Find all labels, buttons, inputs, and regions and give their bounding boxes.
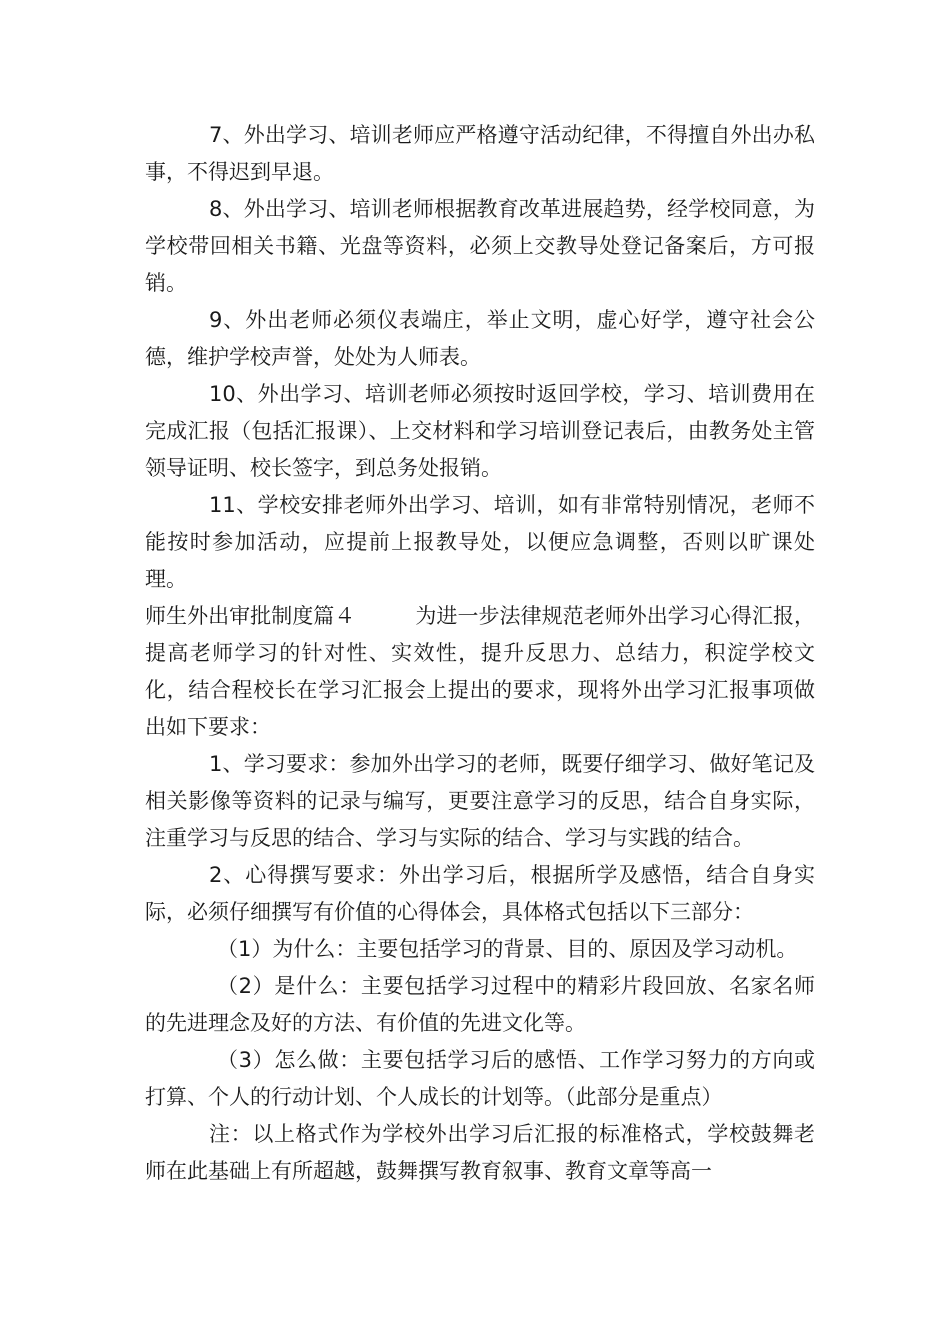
section-4-title: 师生外出审批制度篇４ bbox=[145, 604, 356, 628]
format-part-1: （1）为什么：主要包括学习的背景、目的、原因及学习动机。 bbox=[217, 937, 798, 961]
note-paragraph: 注：以上格式作为学校外出学习后汇报的标准格式，学校鼓舞老师在此基础上有所超越，鼓舞撰写教育叙事、教育文章等高一 bbox=[145, 1122, 815, 1183]
paragraph-item-8: 8、外出学习、培训老师根据教育改革进展趋势，经学校同意，为学校带回相关书籍、光盘等资料，必须上交教导处登记备案后，方可报销。 bbox=[145, 197, 815, 295]
paragraph-item-9: 9、外出老师必须仪表端庄，举止文明，虚心好学，遵守社会公德，维护学校声誉，处处为人师表。 bbox=[145, 308, 815, 369]
section-4-intro: 为进一步法律规范老师外出学习心得汇报，提高老师学习的针对性、实效性，提升反思力、总结力，积淀学校文化，结合程校长在学习汇报会上提出的要求，现将外出学习汇报事项做出如下要求： bbox=[145, 604, 816, 739]
paragraph-item-11: 11、学校安排老师外出学习、培训，如有非常特别情况，老师不能按时参加活动，应提前上报教导处，以便应急调整，否则以旷课处理。 bbox=[145, 493, 815, 591]
format-part-3: （3）怎么做：主要包括学习后的感悟、工作学习努力的方向或打算、个人的行动计划、个人成长的计划等。（此部分是重点） bbox=[145, 1048, 815, 1109]
requirement-item-2: 2、心得撰写要求：外出学习后，根据所学及感悟，结合自身实际，必须仔细撰写有价值的心得体会，具体格式包括以下三部分： bbox=[145, 863, 815, 924]
requirement-item-1: 1、学习要求：参加外出学习的老师，既要仔细学习、做好笔记及相关影像等资料的记录与编写，更要注意学习的反思，结合自身实际，注重学习与反思的结合、学习与实际的结合、学习与实践的结合。 bbox=[145, 752, 815, 850]
section-4-paragraph bbox=[145, 598, 815, 746]
paragraph-item-7: 7、外出学习、培训老师应严格遵守活动纪律，不得擅自外出办私事，不得迟到早退。 bbox=[145, 123, 815, 184]
format-part-2: （2）是什么：主要包括学习过程中的精彩片段回放、名家名师的先进理念及好的方法、有价值的先进文化等。 bbox=[145, 974, 815, 1035]
paragraph-item-10: 10、外出学习、培训老师必须按时返回学校，学习、培训费用在完成汇报（包括汇报课）、上交材料和学习培训登记表后，由教务处主管领导证明、校长签字，到总务处报销。 bbox=[145, 382, 815, 480]
document-body bbox=[145, 117, 815, 1190]
